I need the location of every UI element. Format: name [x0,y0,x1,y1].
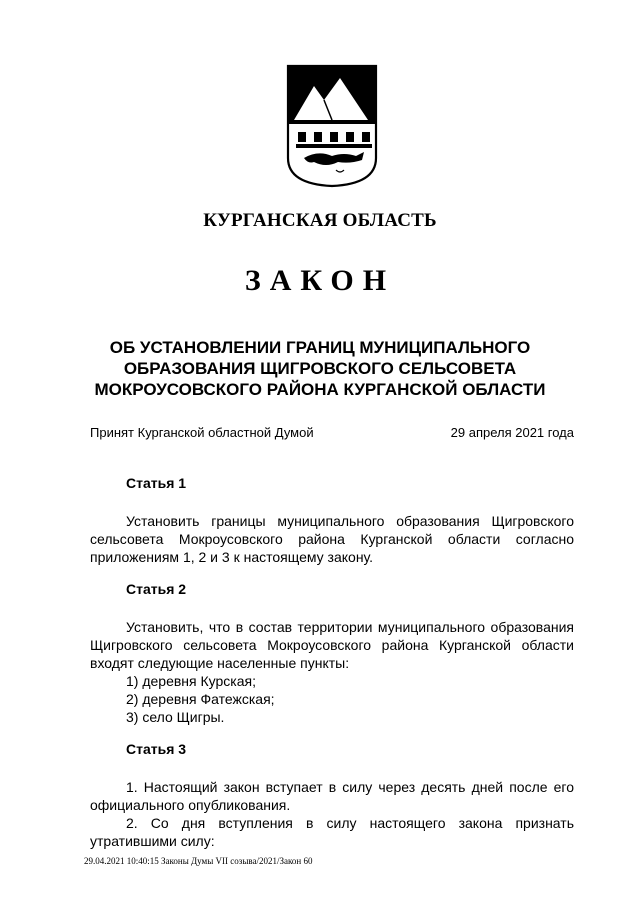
law-title-line: ОБРАЗОВАНИЯ ЩИГРОВСКОГО СЕЛЬСОВЕТА [123,359,517,378]
article-point: 2. Со дня вступления в силу настоящего закона признать утратившими силу: [90,815,574,849]
article-heading: Статья 2 [126,581,187,597]
adoption-date: 29 апреля 2021 года [450,425,574,440]
law-body [90,474,574,850]
law-title-line: ОБ УСТАНОВЛЕНИИ ГРАНИЦ МУНИЦИПАЛЬНОГО [109,338,531,357]
coat-of-arms-icon [284,62,380,188]
footer-stamp: 29.04.2021 10:40:15 Законы Думы VII созыва/2021/Закон 60 [84,856,313,866]
list-item: 3) село Щигры. [126,709,225,725]
article-heading: Статья 1 [126,475,187,491]
document-type-heading: ЗАКОН [244,264,396,297]
region-heading: КУРГАНСКАЯ ОБЛАСТЬ [203,210,437,231]
article-text: Установить границы муниципального образования Щигровского сельсовета Мокроусовского района Курганской области согласно приложениям 1, 2 и 3 к настоящему закону. [90,513,574,565]
list-item: 2) деревня Фатежская; [126,691,275,707]
adopted-by: Принят Курганской областной Думой [90,425,314,440]
law-title [60,337,580,400]
article-heading: Статья 3 [126,741,187,757]
article-point: 1. Настоящий закон вступает в силу через десять дней после его официального опубликования. [90,779,574,813]
list-item: 1) деревня Курская; [126,673,256,689]
article-text: Установить, что в состав территории муниципального образования Щигровского сельсовета Мокроусовского района Курганской области входят следующие населенные пункты: [90,619,574,671]
law-title-line: МОКРОУСОВСКОГО РАЙОНА КУРГАНСКОЙ ОБЛАСТИ [94,380,546,399]
